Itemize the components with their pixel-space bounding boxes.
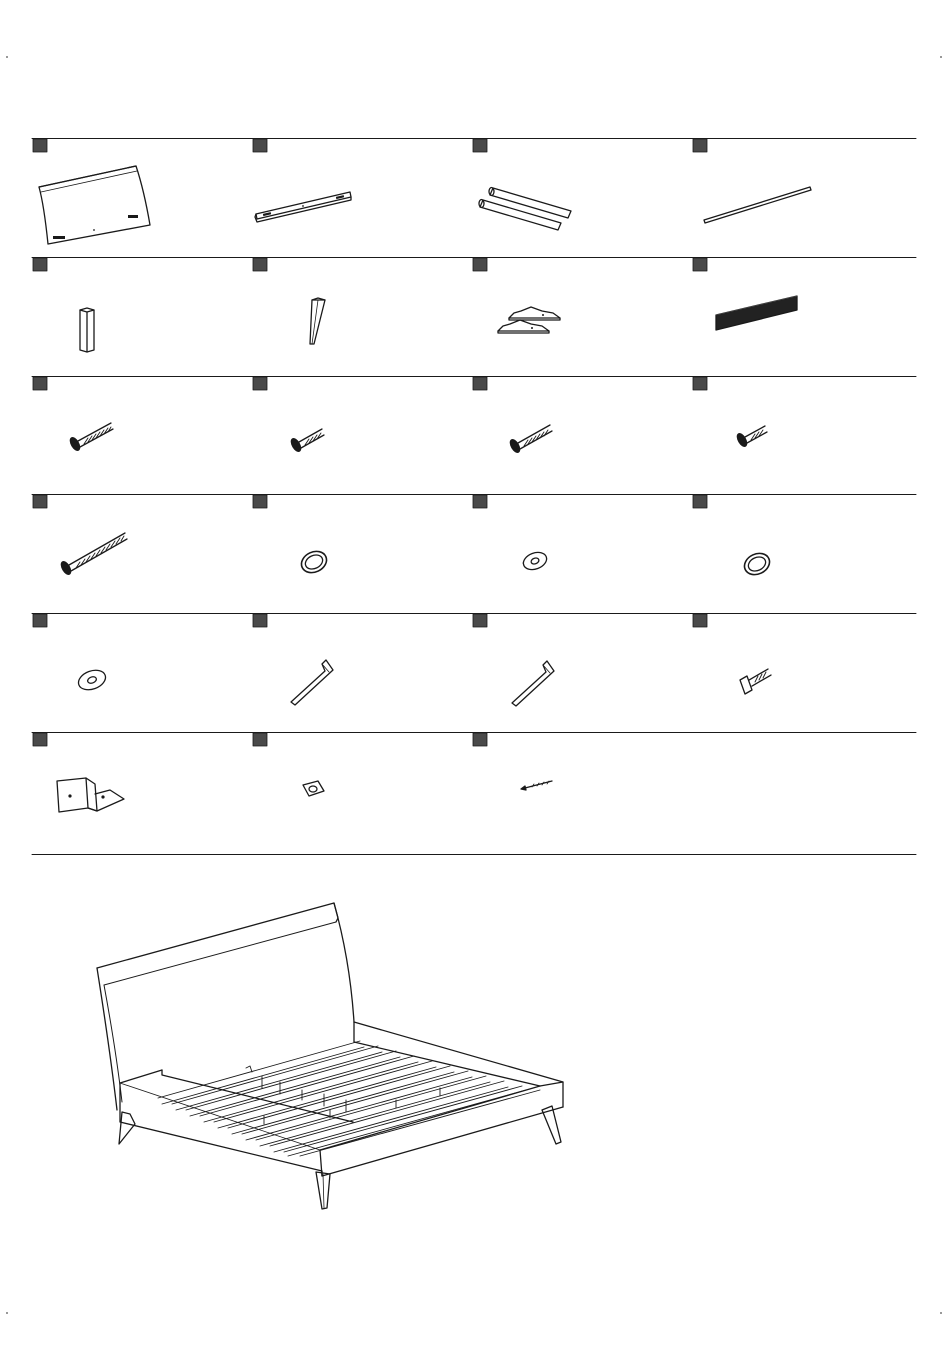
headboard-icon: [39, 166, 150, 244]
square-leg-icon: [80, 308, 94, 352]
thin-rod-icon: [704, 187, 811, 223]
part-label-box: [33, 733, 47, 746]
part-label-box: [253, 614, 267, 627]
flat-washer-icon: [76, 667, 108, 693]
part-label-box: [253, 733, 267, 746]
part-label-box: [473, 139, 487, 152]
page-mark: [6, 56, 8, 58]
part-label-boxes: [33, 139, 707, 746]
page-mark: [940, 1312, 942, 1314]
hex-key-icon: [512, 661, 554, 706]
part-label-box: [33, 614, 47, 627]
part-label-box: [693, 495, 707, 508]
part-label-box: [693, 614, 707, 627]
part-label-box: [33, 258, 47, 271]
medium-bolt-icon: [508, 425, 552, 454]
part-label-box: [473, 733, 487, 746]
wood-screw-icon: [521, 781, 552, 790]
part-label-box: [33, 377, 47, 390]
part-label-box: [253, 258, 267, 271]
part-label-box: [693, 258, 707, 271]
part-label-box: [253, 377, 267, 390]
flat-washer-icon: [521, 549, 549, 572]
slat-supports-pair-icon: [479, 188, 571, 231]
part-label-box: [473, 258, 487, 271]
part-label-box: [473, 614, 487, 627]
square-nut-icon: [303, 781, 324, 796]
small-bolt-icon: [735, 426, 767, 448]
assembled-bed-icon: [97, 903, 563, 1209]
page-mark: [6, 1312, 8, 1314]
part-label-box: [33, 495, 47, 508]
felt-strip-icon: [716, 296, 797, 330]
part-label-box: [693, 377, 707, 390]
part-label-box: [693, 139, 707, 152]
bed-slats: [158, 1041, 540, 1156]
part-label-box: [33, 139, 47, 152]
side-rail-icon: [255, 192, 351, 222]
ring-washer-icon: [298, 547, 330, 576]
medium-bolt-icon: [68, 423, 113, 452]
barrel-bolt-icon: [740, 669, 771, 694]
ring-washer-icon: [741, 549, 773, 578]
angle-bracket-icon: [57, 778, 124, 812]
part-label-box: [253, 495, 267, 508]
part-label-box: [473, 495, 487, 508]
page-mark: [940, 56, 942, 58]
short-bolt-icon: [289, 429, 324, 453]
mounting-plates-pair-icon: [498, 307, 560, 333]
part-label-box: [473, 377, 487, 390]
tapered-leg-icon: [310, 298, 325, 344]
part-label-box: [253, 139, 267, 152]
long-bolt-icon: [59, 533, 127, 576]
hex-key-icon: [291, 660, 333, 705]
